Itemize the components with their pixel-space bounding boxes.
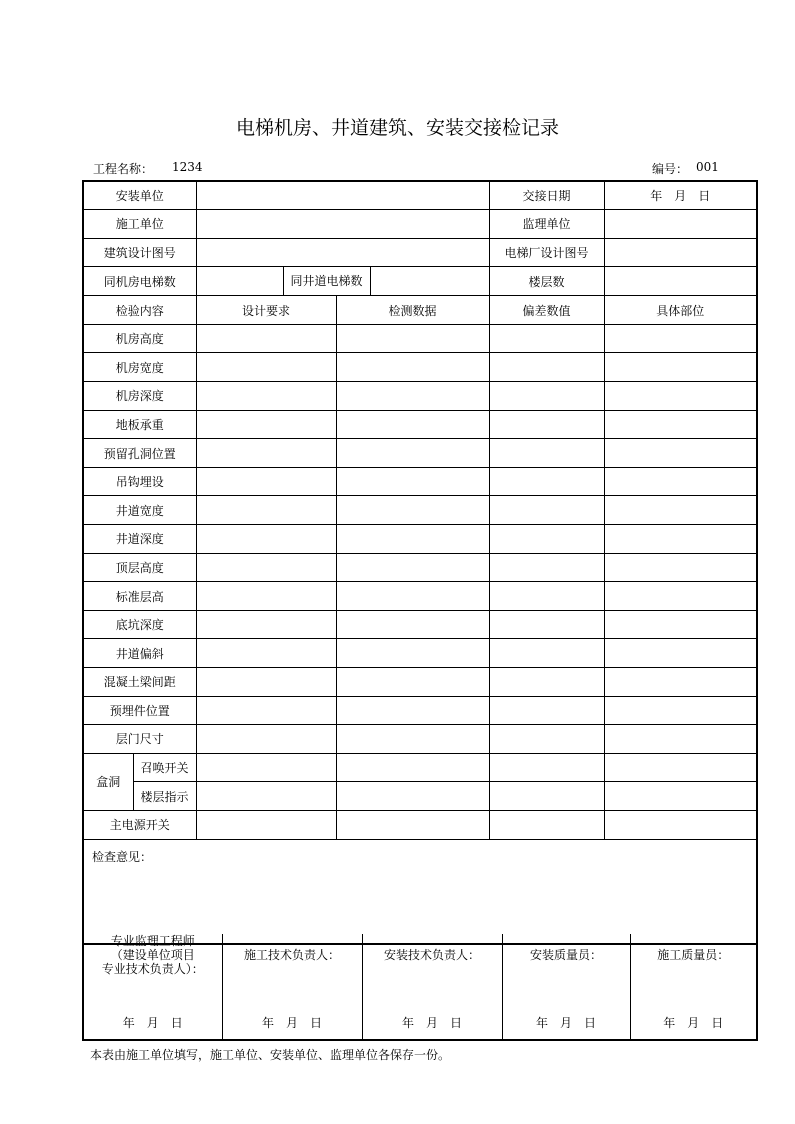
handover-date-label: 交接日期	[489, 181, 604, 210]
location-cell[interactable]	[604, 467, 757, 496]
item-label: 主电源开关	[83, 810, 196, 839]
design-cell[interactable]	[196, 353, 336, 382]
design-cell[interactable]	[196, 610, 336, 639]
design-cell[interactable]	[196, 582, 336, 611]
item-label: 召唤开关	[133, 753, 196, 782]
location-cell[interactable]	[604, 610, 757, 639]
item-label: 底坑深度	[83, 610, 196, 639]
design-cell[interactable]	[196, 525, 336, 554]
table-row	[83, 353, 757, 382]
table-row	[83, 782, 757, 811]
design-cell[interactable]	[196, 382, 336, 411]
sig-date: 年 月 日	[663, 1016, 724, 1030]
inspection-opinion-label: 检查意见：	[92, 849, 153, 864]
design-cell[interactable]	[196, 410, 336, 439]
design-cell[interactable]	[196, 810, 336, 839]
deviation-cell[interactable]	[489, 582, 604, 611]
elevator-drawing-field[interactable]	[604, 238, 757, 267]
item-label: 预留孔洞位置	[83, 439, 196, 468]
table-row	[83, 725, 757, 754]
design-cell[interactable]	[196, 725, 336, 754]
measured-cell[interactable]	[336, 324, 489, 353]
sig-date: 年 月 日	[535, 1016, 596, 1030]
col-header-item: 检验内容	[83, 296, 196, 325]
deviation-cell[interactable]	[489, 753, 604, 782]
design-cell[interactable]	[196, 753, 336, 782]
deviation-cell[interactable]	[489, 496, 604, 525]
col-header-design: 设计要求	[196, 296, 336, 325]
location-cell[interactable]	[604, 410, 757, 439]
sig-date: 年 月 日	[122, 1016, 183, 1030]
location-cell[interactable]	[604, 782, 757, 811]
opinion-row	[83, 839, 757, 944]
sig-date: 年 月 日	[401, 1016, 462, 1030]
construction-unit-label: 施工单位	[83, 210, 196, 239]
deviation-cell[interactable]	[489, 553, 604, 582]
location-cell[interactable]	[604, 439, 757, 468]
table-row	[83, 696, 757, 725]
deviation-cell[interactable]	[489, 639, 604, 668]
column-header-row	[83, 296, 757, 325]
table-row	[83, 496, 757, 525]
measured-cell[interactable]	[336, 467, 489, 496]
code-label: 编号：	[652, 162, 689, 176]
location-cell[interactable]	[604, 725, 757, 754]
deviation-cell[interactable]	[489, 668, 604, 697]
sig-construction-quality[interactable]	[630, 934, 757, 1040]
location-cell[interactable]	[604, 753, 757, 782]
same-room-count-field[interactable]	[196, 267, 283, 296]
sig-role-label: 施工质量员：	[657, 948, 730, 962]
sig-supervisor[interactable]	[83, 934, 222, 1040]
location-cell[interactable]	[604, 496, 757, 525]
table-row	[83, 439, 757, 468]
measured-cell[interactable]	[336, 525, 489, 554]
measured-cell[interactable]	[336, 382, 489, 411]
deviation-cell[interactable]	[489, 525, 604, 554]
box-hole-label: 盒洞	[83, 753, 133, 810]
install-unit-field[interactable]	[196, 181, 489, 210]
table-row	[83, 467, 757, 496]
design-cell[interactable]	[196, 324, 336, 353]
design-cell[interactable]	[196, 553, 336, 582]
location-cell[interactable]	[604, 324, 757, 353]
elevator-drawing-label: 电梯厂设计图号	[489, 238, 604, 267]
item-label: 井道深度	[83, 525, 196, 554]
item-label: 混凝土梁间距	[83, 668, 196, 697]
arch-drawing-label: 建筑设计图号	[83, 238, 196, 267]
measured-cell[interactable]	[336, 553, 489, 582]
location-cell[interactable]	[604, 353, 757, 382]
footer-note: 本表由施工单位填写，施工单位、安装单位、监理单位各保存一份。	[90, 1048, 451, 1062]
sig-install-tech[interactable]	[362, 934, 502, 1040]
header-row-construction	[83, 210, 757, 239]
sig-role-label: 安装技术负责人：	[383, 948, 480, 962]
table-row	[83, 668, 757, 697]
measured-cell[interactable]	[336, 610, 489, 639]
table-row	[83, 525, 757, 554]
col-header-measured: 检测数据	[336, 296, 489, 325]
item-label: 地板承重	[83, 410, 196, 439]
location-cell[interactable]	[604, 639, 757, 668]
project-name-value: 1234	[172, 160, 203, 174]
project-name-label: 工程名称：	[93, 162, 154, 176]
form-title: 电梯机房、井道建筑、安装交接检记录	[235, 117, 559, 139]
arch-drawing-field[interactable]	[196, 238, 489, 267]
location-cell[interactable]	[604, 696, 757, 725]
deviation-cell[interactable]	[489, 439, 604, 468]
supervision-unit-label: 监理单位	[489, 210, 604, 239]
measured-cell[interactable]	[336, 353, 489, 382]
inspection-table	[82, 180, 758, 945]
item-label: 机房宽度	[83, 353, 196, 382]
deviation-cell[interactable]	[489, 610, 604, 639]
measured-cell[interactable]	[336, 496, 489, 525]
header-row-install	[83, 181, 757, 210]
item-label: 机房深度	[83, 382, 196, 411]
location-cell[interactable]	[604, 582, 757, 611]
same-shaft-count-label: 同井道电梯数	[284, 267, 371, 295]
floor-count-field[interactable]	[604, 267, 757, 296]
table-row	[83, 639, 757, 668]
measured-cell[interactable]	[336, 582, 489, 611]
design-cell[interactable]	[196, 696, 336, 725]
deviation-cell[interactable]	[489, 353, 604, 382]
measured-cell[interactable]	[336, 782, 489, 811]
deviation-cell[interactable]	[489, 324, 604, 353]
same-room-count-label: 同机房电梯数	[83, 267, 196, 296]
item-label: 机房高度	[83, 324, 196, 353]
location-cell[interactable]	[604, 553, 757, 582]
table-row	[83, 753, 757, 782]
handover-date-field[interactable]: 年 月 日	[604, 181, 757, 210]
location-cell[interactable]	[604, 382, 757, 411]
construction-unit-field[interactable]	[196, 210, 489, 239]
measured-cell[interactable]	[336, 696, 489, 725]
design-cell[interactable]	[196, 782, 336, 811]
location-cell[interactable]	[604, 668, 757, 697]
sig-role-label: 施工技术负责人：	[243, 948, 340, 962]
location-cell[interactable]	[604, 810, 757, 839]
table-row	[83, 582, 757, 611]
deviation-cell[interactable]	[489, 696, 604, 725]
sig-role-label: 专业监理工程师 （建设单位项目 专业技术负责人）：	[101, 934, 204, 976]
table-row	[83, 553, 757, 582]
table-row	[83, 610, 757, 639]
measured-cell[interactable]	[336, 410, 489, 439]
sig-construction-tech[interactable]	[222, 934, 362, 1040]
item-label: 预埋件位置	[83, 696, 196, 725]
install-unit-label: 安装单位	[83, 181, 196, 210]
design-cell[interactable]	[196, 668, 336, 697]
table-row	[83, 810, 757, 839]
item-label: 井道偏斜	[83, 639, 196, 668]
measured-cell[interactable]	[336, 753, 489, 782]
table-row	[83, 324, 757, 353]
measured-cell[interactable]	[336, 439, 489, 468]
col-header-location: 具体部位	[604, 296, 757, 325]
col-header-deviation: 偏差数值	[489, 296, 604, 325]
code-value: 001	[696, 160, 719, 174]
item-label: 吊钩埋设	[83, 467, 196, 496]
floor-count-label: 楼层数	[489, 267, 604, 296]
sig-role-label: 安装质量员：	[529, 948, 602, 962]
location-cell[interactable]	[604, 525, 757, 554]
deviation-cell[interactable]	[489, 782, 604, 811]
item-label: 层门尺寸	[83, 725, 196, 754]
deviation-cell[interactable]	[489, 382, 604, 411]
item-label: 顶层高度	[83, 553, 196, 582]
item-label: 标准层高	[83, 582, 196, 611]
measured-cell[interactable]	[336, 725, 489, 754]
sig-date: 年 月 日	[261, 1016, 322, 1030]
design-cell[interactable]	[196, 439, 336, 468]
header-row-drawing	[83, 238, 757, 267]
table-row	[83, 382, 757, 411]
table-row	[83, 410, 757, 439]
sig-install-quality[interactable]	[502, 934, 630, 1040]
measured-cell[interactable]	[336, 810, 489, 839]
same-shaft-cell	[283, 267, 489, 296]
item-label: 井道宽度	[83, 496, 196, 525]
deviation-cell[interactable]	[489, 810, 604, 839]
measured-cell[interactable]	[336, 668, 489, 697]
measured-cell[interactable]	[336, 639, 489, 668]
design-cell[interactable]	[196, 496, 336, 525]
signature-table	[82, 934, 758, 1041]
design-cell[interactable]	[196, 467, 336, 496]
design-cell[interactable]	[196, 639, 336, 668]
header-row-counts	[83, 267, 757, 296]
supervision-unit-field[interactable]	[604, 210, 757, 239]
deviation-cell[interactable]	[489, 467, 604, 496]
item-label: 楼层指示	[133, 782, 196, 811]
deviation-cell[interactable]	[489, 410, 604, 439]
deviation-cell[interactable]	[489, 725, 604, 754]
inspection-opinion-field[interactable]	[83, 839, 757, 944]
